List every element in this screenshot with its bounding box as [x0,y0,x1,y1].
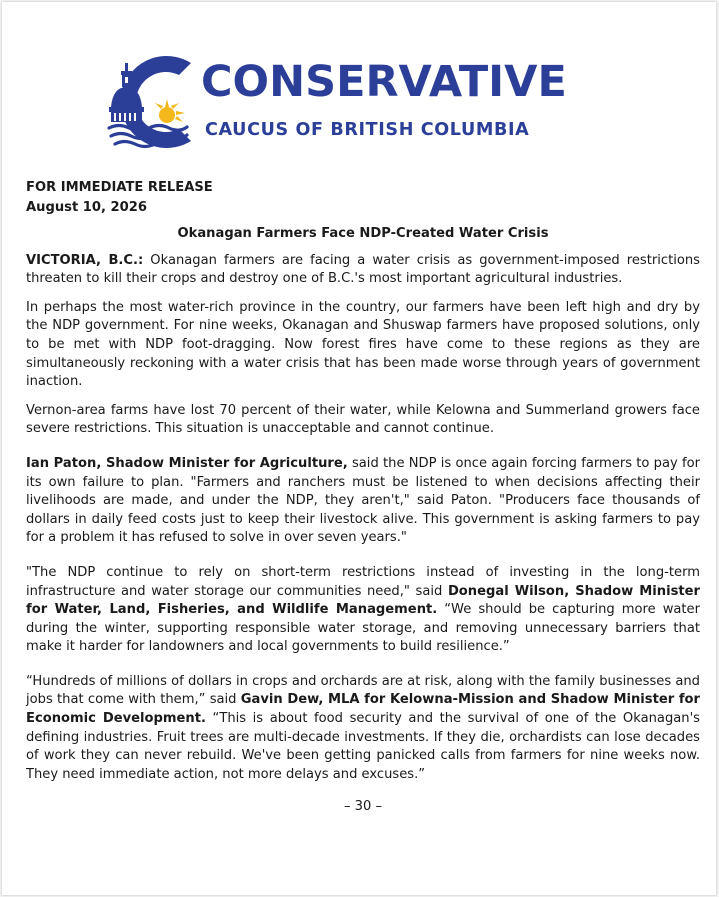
headline: Okanagan Farmers Face NDP-Created Water Crisis [177,226,549,241]
conservative-caucus-logo [107,49,597,159]
paragraph-6-text-a: “Hundreds of millions of dollars in crops and orchards are at risk, along with the family businesses and jobs that come with them,” said [26,673,700,708]
logo-wordmark: CONSERVATIVE [201,57,567,107]
paragraph-6 [26,673,700,785]
paragraph-1-text: Okanagan farmers are facing a water crisis as government-imposed restrictions threaten to kill their crops and destroy one of B.C.'s most important agricultural industries. [26,252,700,287]
paragraph-6-text-b: “This is about food security and the survival of one of the Okanagan's defining industries. Fruit trees are multi-decade investments. If they die, orchardists can lose decades of work they can never rebuild. We've been getting panicked calls from farmers for nine weeks now. They need immediate action, not more delays and excuses.” [26,711,700,782]
paragraph-3: Vernon-area farms have lost 70 percent of their water, while Kelowna and Summerland growers face severe restrictions. This situation is unacceptable and cannot continue. [26,402,700,437]
paragraph-4-text: said the NDP is once again forcing farmers to pay for its own failure to plan. "Farmers and ranchers must be listened to when decisions affecting their livelihoods are made, and under the NDP, they aren't," said Paton. "Producers face thousands of dollars in daily feed costs just to keep their livestock alive. This government is asking farmers to pay for a problem it has refused to solve in over seven years." [26,455,700,546]
document-page [2,2,716,895]
paragraph-5-text-a: "The NDP continue to rely on short-term restrictions instead of investing in the long-term infrastructure and water storage our communities need," said [26,564,700,599]
paragraph-4 [26,455,700,548]
legislature-dome-logo-icon [107,49,199,159]
release-date: August 10, 2026 [26,200,147,215]
logo-subtitle: CAUCUS OF BRITISH COLUMBIA [205,120,530,140]
speaker-wilson: Donegal Wilson, Shadow Minister for Water, Land, Fisheries, and Wildlife Management. [26,583,700,618]
release-label: FOR IMMEDIATE RELEASE [26,180,213,195]
paragraph-5 [26,564,700,657]
paragraph-5-text-b: “We should be capturing more water during the winter, supporting responsible water storage, and removing unnecessary barriers that make it harder for landowners and local governments to build resilience.” [26,602,700,655]
paragraph-2: In perhaps the most water-rich province in the country, our farmers have been left high and dry by the NDP government. For nine weeks, Okanagan and Shuswap farmers have proposed solutions, only to be met with NDP foot-dragging. Now forest fires have come to these regions as they are simultaneously reckoning with a water crisis that has been made worse through years of government inaction. [26,299,700,390]
end-marker: – 30 – [343,799,383,815]
paragraph-1 [26,252,700,289]
press-release-body [26,178,700,817]
speaker-dew: Gavin Dew, MLA for Kelowna-Mission and Shadow Minister for Economic Development. [26,692,700,727]
dateline: VICTORIA, B.C.: [26,252,144,268]
speaker-paton: Ian Paton, Shadow Minister for Agriculture, [26,455,348,471]
